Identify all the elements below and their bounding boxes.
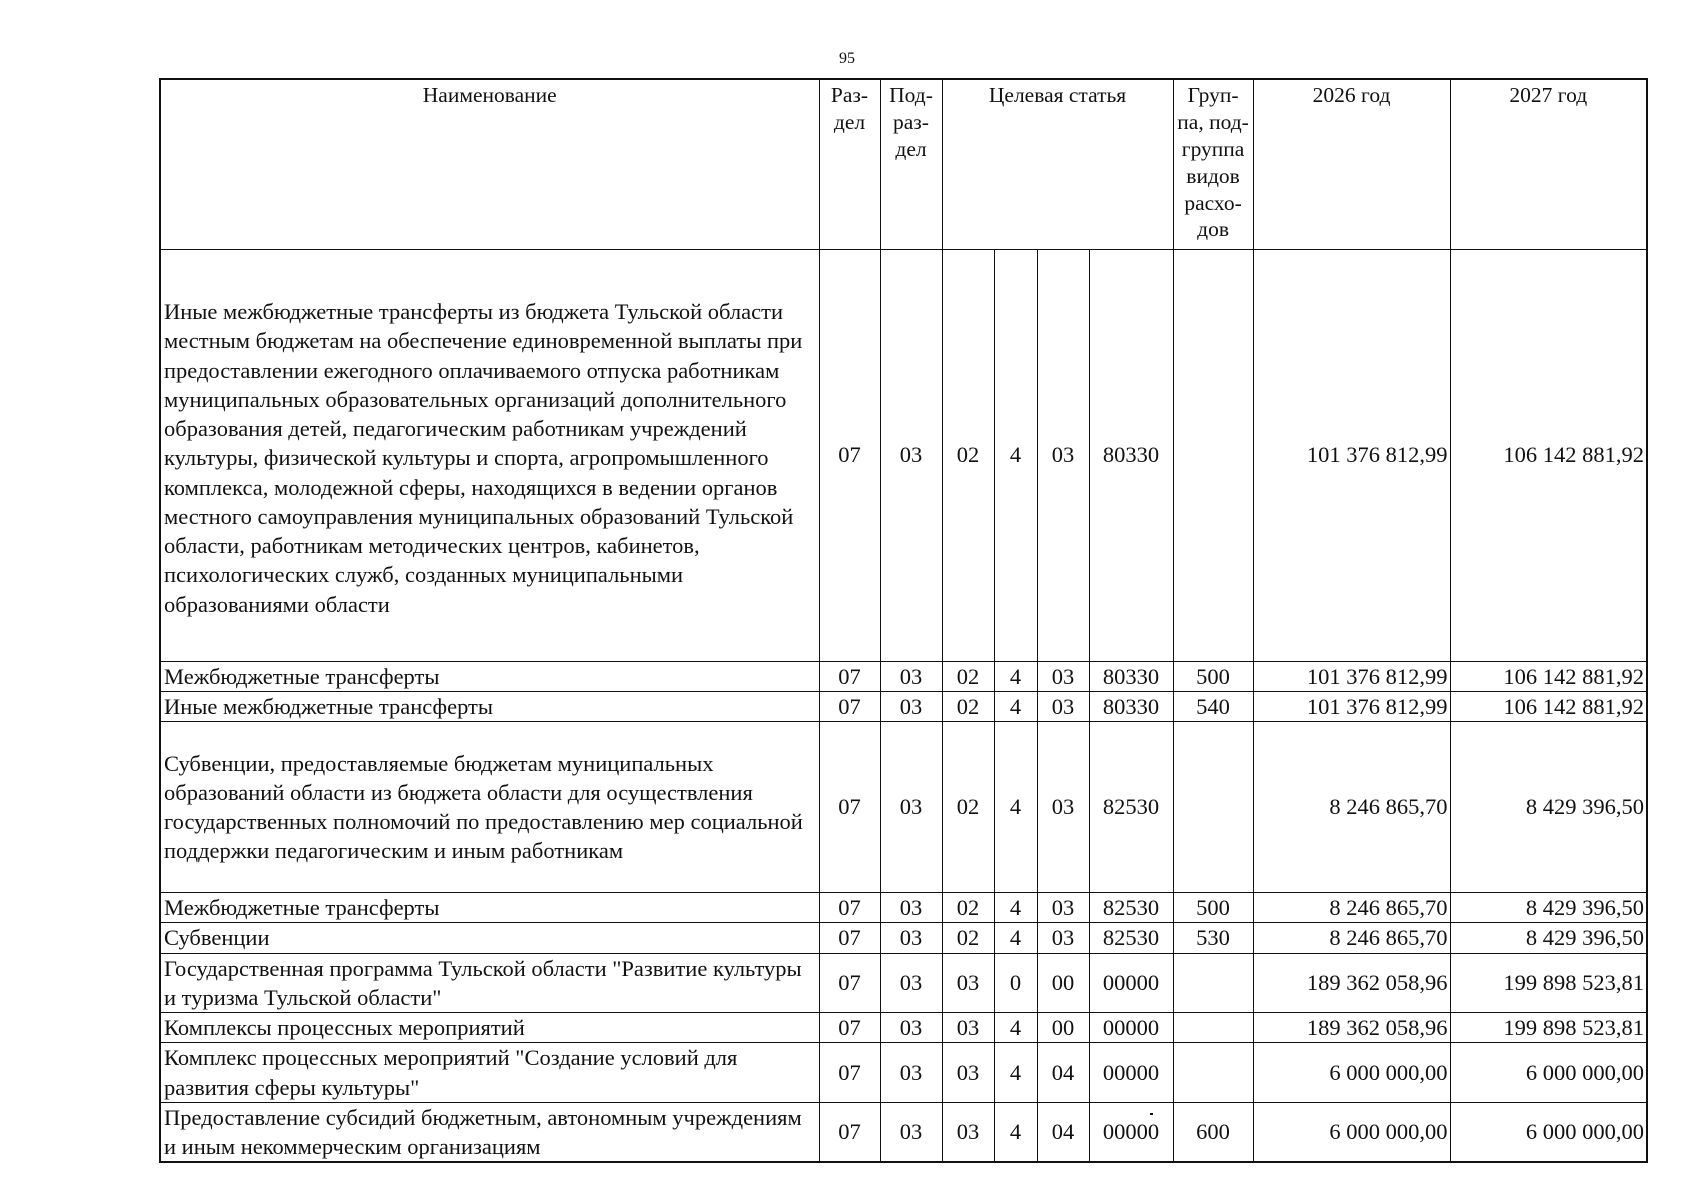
row-podrazdel: 03 [880, 1043, 942, 1103]
row-ts3: 00 [1037, 1013, 1089, 1043]
row-amount-2026: 101 376 812,99 [1253, 249, 1450, 661]
row-ts4: 00000 [1089, 1102, 1173, 1162]
row-ts3: 03 [1037, 893, 1089, 923]
row-ts2: 4 [994, 1013, 1037, 1043]
table-row [160, 1043, 1647, 1103]
row-name: Комплекс процессных мероприятий "Создание условий для развития сферы культуры" [160, 1043, 819, 1103]
row-razdel: 07 [819, 923, 880, 953]
row-amount-2026: 189 362 058,96 [1253, 953, 1450, 1013]
row-ts3: 00 [1037, 953, 1089, 1013]
row-name: Иные межбюджетные трансферты из бюджета Тульской области местным бюджетам на обеспечение единовременной выплаты при предоставлении ежегодного оплачиваемого отпуска работникам муниципальных образовательных организаций дополнительного образования детей, педагогическим работникам учреждений культуры, физической культуры и спорта, агропромышленного комплекса, молодежной сферы, находящихся в ведении органов местного самоуправления муниципальных образований Тульской области, работникам методических центров, кабинетов, психологических служб, созданных муниципальными образованиями области [160, 249, 819, 661]
row-amount-2026: 6 000 000,00 [1253, 1102, 1450, 1162]
row-ts2: 4 [994, 1043, 1037, 1103]
row-gruppa: 500 [1173, 661, 1253, 691]
row-gruppa [1173, 722, 1253, 893]
row-podrazdel: 03 [880, 661, 942, 691]
row-ts1: 02 [942, 722, 994, 893]
row-ts3: 03 [1037, 249, 1089, 661]
header-year-2026: 2026 год [1253, 79, 1450, 249]
row-razdel: 07 [819, 953, 880, 1013]
row-podrazdel: 03 [880, 1013, 942, 1043]
header-gruppa: Груп- па, под- группа видов расхо- дов [1173, 79, 1253, 249]
row-amount-2026: 101 376 812,99 [1253, 691, 1450, 721]
row-razdel: 07 [819, 722, 880, 893]
row-amount-2027: 106 142 881,92 [1450, 249, 1647, 661]
row-ts1: 03 [942, 1013, 994, 1043]
row-ts2: 4 [994, 923, 1037, 953]
row-amount-2027: 8 429 396,50 [1450, 893, 1647, 923]
row-amount-2027: 106 142 881,92 [1450, 691, 1647, 721]
row-razdel: 07 [819, 1013, 880, 1043]
row-ts2: 4 [994, 691, 1037, 721]
header-name: Наименование [160, 79, 819, 249]
row-podrazdel: 03 [880, 953, 942, 1013]
row-ts1: 02 [942, 661, 994, 691]
row-ts4: 82530 [1089, 722, 1173, 893]
row-ts4: 80330 [1089, 661, 1173, 691]
row-gruppa: 530 [1173, 923, 1253, 953]
row-amount-2026: 8 246 865,70 [1253, 722, 1450, 893]
row-podrazdel: 03 [880, 722, 942, 893]
row-ts4: 82530 [1089, 923, 1173, 953]
row-razdel: 07 [819, 1102, 880, 1162]
row-ts3: 03 [1037, 722, 1089, 893]
page-number: 95 [839, 50, 855, 67]
row-razdel: 07 [819, 691, 880, 721]
row-ts4: 80330 [1089, 691, 1173, 721]
row-podrazdel: 03 [880, 893, 942, 923]
row-gruppa [1173, 249, 1253, 661]
row-name: Субвенции, предоставляемые бюджетам муниципальных образований области из бюджета области для осуществления государственных полномочий по предоставлению мер социальной поддержки педагогическим и иным работникам [160, 722, 819, 893]
table-header-row [160, 79, 1647, 249]
row-ts1: 03 [942, 953, 994, 1013]
row-ts2: 4 [994, 1102, 1037, 1162]
row-ts4: 00000 [1089, 1043, 1173, 1103]
row-gruppa [1173, 953, 1253, 1013]
row-ts3: 03 [1037, 923, 1089, 953]
row-ts2: 4 [994, 249, 1037, 661]
row-amount-2027: 199 898 523,81 [1450, 953, 1647, 1013]
row-name: Межбюджетные трансферты [160, 893, 819, 923]
row-gruppa: 600 [1173, 1102, 1253, 1162]
table-row [160, 691, 1647, 721]
row-razdel: 07 [819, 249, 880, 661]
row-amount-2027: 6 000 000,00 [1450, 1043, 1647, 1103]
row-name: Предоставление субсидий бюджетным, автономным учреждениям и иным некоммерческим организациям [160, 1102, 819, 1162]
row-ts4: 00000 [1089, 1013, 1173, 1043]
row-amount-2027: 6 000 000,00 [1450, 1102, 1647, 1162]
header-year-2027: 2027 год [1450, 79, 1647, 249]
row-podrazdel: 03 [880, 691, 942, 721]
header-tselevaya-statya: Целевая статья [942, 79, 1173, 249]
row-amount-2027: 106 142 881,92 [1450, 661, 1647, 691]
row-podrazdel: 03 [880, 1102, 942, 1162]
row-ts1: 02 [942, 691, 994, 721]
row-ts3: 03 [1037, 691, 1089, 721]
row-name: Межбюджетные трансферты [160, 661, 819, 691]
header-razdel: Раз- дел [819, 79, 880, 249]
row-ts1: 02 [942, 249, 994, 661]
table-row [160, 249, 1647, 661]
row-ts2: 4 [994, 893, 1037, 923]
row-gruppa: 500 [1173, 893, 1253, 923]
row-ts4: 80330 [1089, 249, 1173, 661]
row-ts1: 03 [942, 1102, 994, 1162]
row-amount-2026: 8 246 865,70 [1253, 923, 1450, 953]
header-podrazdel: Под- раз- дел [880, 79, 942, 249]
row-ts1: 02 [942, 923, 994, 953]
row-name: Иные межбюджетные трансферты [160, 691, 819, 721]
row-ts4: 82530 [1089, 893, 1173, 923]
scan-mark [1150, 1113, 1153, 1115]
table-row [160, 953, 1647, 1013]
row-amount-2026: 8 246 865,70 [1253, 893, 1450, 923]
row-razdel: 07 [819, 1043, 880, 1103]
table-row [160, 1102, 1647, 1162]
table-row [160, 923, 1647, 953]
table-row [160, 1013, 1647, 1043]
row-ts3: 04 [1037, 1102, 1089, 1162]
row-gruppa: 540 [1173, 691, 1253, 721]
row-ts2: 0 [994, 953, 1037, 1013]
row-ts4: 00000 [1089, 953, 1173, 1013]
row-podrazdel: 03 [880, 249, 942, 661]
row-ts1: 03 [942, 1043, 994, 1103]
row-ts1: 02 [942, 893, 994, 923]
row-name: Комплексы процессных мероприятий [160, 1013, 819, 1043]
row-razdel: 07 [819, 893, 880, 923]
row-amount-2026: 189 362 058,96 [1253, 1013, 1450, 1043]
row-ts3: 03 [1037, 661, 1089, 691]
row-ts2: 4 [994, 661, 1037, 691]
row-amount-2027: 199 898 523,81 [1450, 1013, 1647, 1043]
row-gruppa [1173, 1013, 1253, 1043]
row-amount-2027: 8 429 396,50 [1450, 923, 1647, 953]
row-gruppa [1173, 1043, 1253, 1103]
table-row [160, 722, 1647, 893]
row-amount-2027: 8 429 396,50 [1450, 722, 1647, 893]
row-podrazdel: 03 [880, 923, 942, 953]
row-amount-2026: 101 376 812,99 [1253, 661, 1450, 691]
row-name: Государственная программа Тульской области "Развитие культуры и туризма Тульской области" [160, 953, 819, 1013]
row-razdel: 07 [819, 661, 880, 691]
row-amount-2026: 6 000 000,00 [1253, 1043, 1450, 1103]
row-name: Субвенции [160, 923, 819, 953]
table-row [160, 893, 1647, 923]
table-row [160, 661, 1647, 691]
budget-table [159, 78, 1648, 1163]
row-ts3: 04 [1037, 1043, 1089, 1103]
row-ts2: 4 [994, 722, 1037, 893]
